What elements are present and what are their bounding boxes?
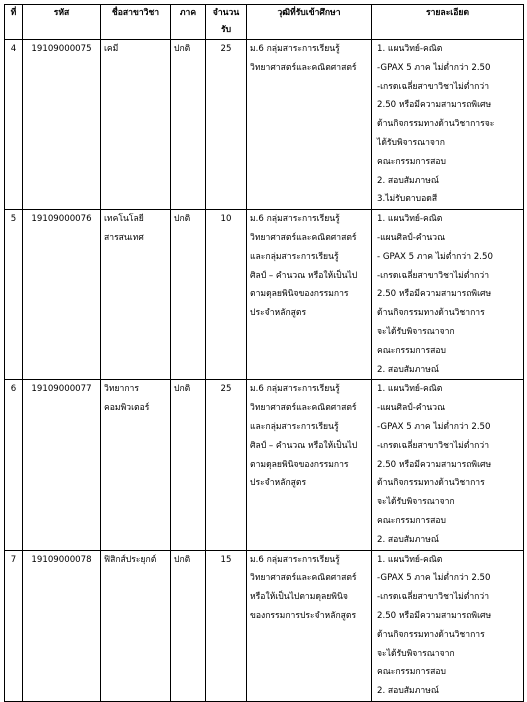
table-row [5,550,524,701]
detail-line: 2. สอบสัมภาษณ์ [377,364,439,375]
qualification-line: ศิลป์ – คำนวณ หรือให้เป็นไป [250,270,358,281]
cell-session: ปกติ [171,550,206,701]
cell-session: ปกติ [171,210,206,380]
qualification-line: ประจำหลักสูตร [250,478,307,489]
detail-line: 2. สอบสัมภาษณ์ [377,534,439,545]
detail-line: คณะกรรมการสอบ [377,515,446,526]
detail-line: 1. แผนวิทย์-คณิต [377,214,443,225]
program-line: ฟิสิกส์ประยุกต์ [104,554,157,565]
cell-no: 4 [5,40,23,210]
cell-details [372,550,524,701]
cell-quota: 25 [206,380,247,550]
header-program: ชื่อสาขาวิชา [101,5,171,40]
header-code: รหัส [23,5,101,40]
cell-program [101,550,171,701]
detail-line: 2.50 หรือมีความสามารถพิเศษ [377,610,492,621]
detail-line: -GPAX 5 ภาค ไม่ต่ำกว่า 2.50 [377,573,491,584]
cell-program [101,210,171,380]
detail-line: จะได้รับพิจารณาจาก [377,497,455,508]
detail-line: จะได้รับพิจารณาจาก [377,648,455,659]
qualification-line: หรือให้เป็นไปตามดุลยพินิจ [250,592,348,603]
cell-quota: 10 [206,210,247,380]
detail-line: 1. แผนวิทย์-คณิต [377,384,443,395]
cell-qualification [247,40,372,210]
detail-line: 2. สอบสัมภาษณ์ [377,175,439,186]
header-row [5,5,524,40]
table-row [5,210,524,380]
detail-line: -แผนศิลป์-คำนวณ [377,403,446,414]
detail-line: 2.50 หรือมีความสามารถพิเศษ [377,459,492,470]
detail-line: -เกรดเฉลี่ยสาขาวิชาไม่ต่ำกว่า [377,440,490,451]
qualification-line: วิทยาศาสตร์และคณิตศาสตร์ [250,573,357,584]
detail-line: คณะกรรมการสอบ [377,345,446,356]
cell-no: 7 [5,550,23,701]
detail-line: 1. แผนวิทย์-คณิต [377,44,443,54]
cell-details [372,380,524,550]
detail-line: 1. แผนวิทย์-คณิต [377,554,443,565]
cell-code: 19109000075 [23,40,101,210]
cell-code: 19109000078 [23,550,101,701]
detail-line: -เกรดเฉลี่ยสาขาวิชาไม่ต่ำกว่า [377,81,490,92]
detail-line: คณะกรรมการสอบ [377,156,446,167]
qualification-line: ตามดุลยพินิจของกรรมการ [250,459,349,470]
qualification-line: ม.6 กลุ่มสาระการเรียนรู้ [250,44,340,54]
detail-line: - GPAX 5 ภาค ไม่ต่ำกว่า 2.50 [377,251,493,262]
header-details: รายละเอียด [372,5,524,40]
detail-line: 2.50 หรือมีความสามารถพิเศษ [377,289,492,300]
qualification-line: วิทยาศาสตร์และคณิตศาสตร์ [250,232,357,243]
qualification-line: วิทยาศาสตร์และคณิตศาสตร์ [250,403,357,414]
cell-qualification [247,210,372,380]
header-no: ที่ [5,5,23,40]
detail-line: 2. สอบสัมภาษณ์ [377,686,439,697]
qualification-line: ม.6 กลุ่มสาระการเรียนรู้ [250,554,340,565]
detail-line: ด้านกิจกรรมทางด้านวิชาการจะ [377,119,495,130]
cell-details [372,210,524,380]
qualification-line: และกลุ่มสาระการเรียนรู้ [250,251,339,262]
qualification-line: ตามดุลยพินิจของกรรมการ [250,289,349,300]
header-session: ภาค [171,5,206,40]
cell-program [101,380,171,550]
detail-line: จะได้รับพิจารณาจาก [377,326,455,337]
detail-line: -เกรดเฉลี่ยสาขาวิชาไม่ต่ำกว่า [377,592,490,603]
program-line: วิทยาการ [104,384,139,395]
qualification-line: ม.6 กลุ่มสาระการเรียนรู้ [250,214,340,225]
program-line: เทคโนโลยี [104,214,144,225]
cell-quota: 15 [206,550,247,701]
cell-no: 5 [5,210,23,380]
program-line: เคมี [104,44,119,54]
qualification-line: ของกรรมการประจำหลักสูตร [250,610,357,621]
admissions-table [4,4,524,702]
program-line: สารสนเทศ [104,232,144,243]
detail-line: ด้านกิจกรรมทางด้านวิชาการ [377,308,485,319]
qualification-line: ศิลป์ – คำนวณ หรือให้เป็นไป [250,440,358,451]
cell-code: 19109000076 [23,210,101,380]
table-row [5,380,524,550]
header-quota: จำนวนรับ [206,5,247,40]
cell-details [372,40,524,210]
qualification-line: และกลุ่มสาระการเรียนรู้ [250,421,339,432]
qualification-line: ม.6 กลุ่มสาระการเรียนรู้ [250,384,340,395]
header-qualification: วุฒิที่รับเข้าศึกษา [247,5,372,40]
cell-session: ปกติ [171,380,206,550]
detail-line: -แผนศิลป์-คำนวณ [377,232,446,243]
detail-line: -GPAX 5 ภาค ไม่ต่ำกว่า 2.50 [377,421,491,432]
cell-session: ปกติ [171,40,206,210]
cell-qualification [247,380,372,550]
detail-line: ได้รับพิจารณาจาก [377,137,445,148]
table-row [5,40,524,210]
cell-no: 6 [5,380,23,550]
detail-line: 2.50 หรือมีความสามารถพิเศษ [377,100,492,111]
detail-line: -GPAX 5 ภาค ไม่ต่ำกว่า 2.50 [377,62,491,73]
detail-line: -เกรดเฉลี่ยสาขาวิชาไม่ต่ำกว่า [377,270,490,281]
cell-code: 19109000077 [23,380,101,550]
cell-qualification [247,550,372,701]
detail-line: 3.ไม่รับตาบอดสี [377,194,438,205]
cell-quota: 25 [206,40,247,210]
program-line: คอมพิวเตอร์ [104,403,150,414]
cell-program [101,40,171,210]
qualification-line: ประจำหลักสูตร [250,308,307,319]
detail-line: คณะกรรมการสอบ [377,667,446,678]
qualification-line: วิทยาศาสตร์และคณิตศาสตร์ [250,62,357,73]
detail-line: ด้านกิจกรรมทางด้านวิชาการ [377,478,485,489]
detail-line: ด้านกิจกรรมทางด้านวิชาการ [377,629,485,640]
